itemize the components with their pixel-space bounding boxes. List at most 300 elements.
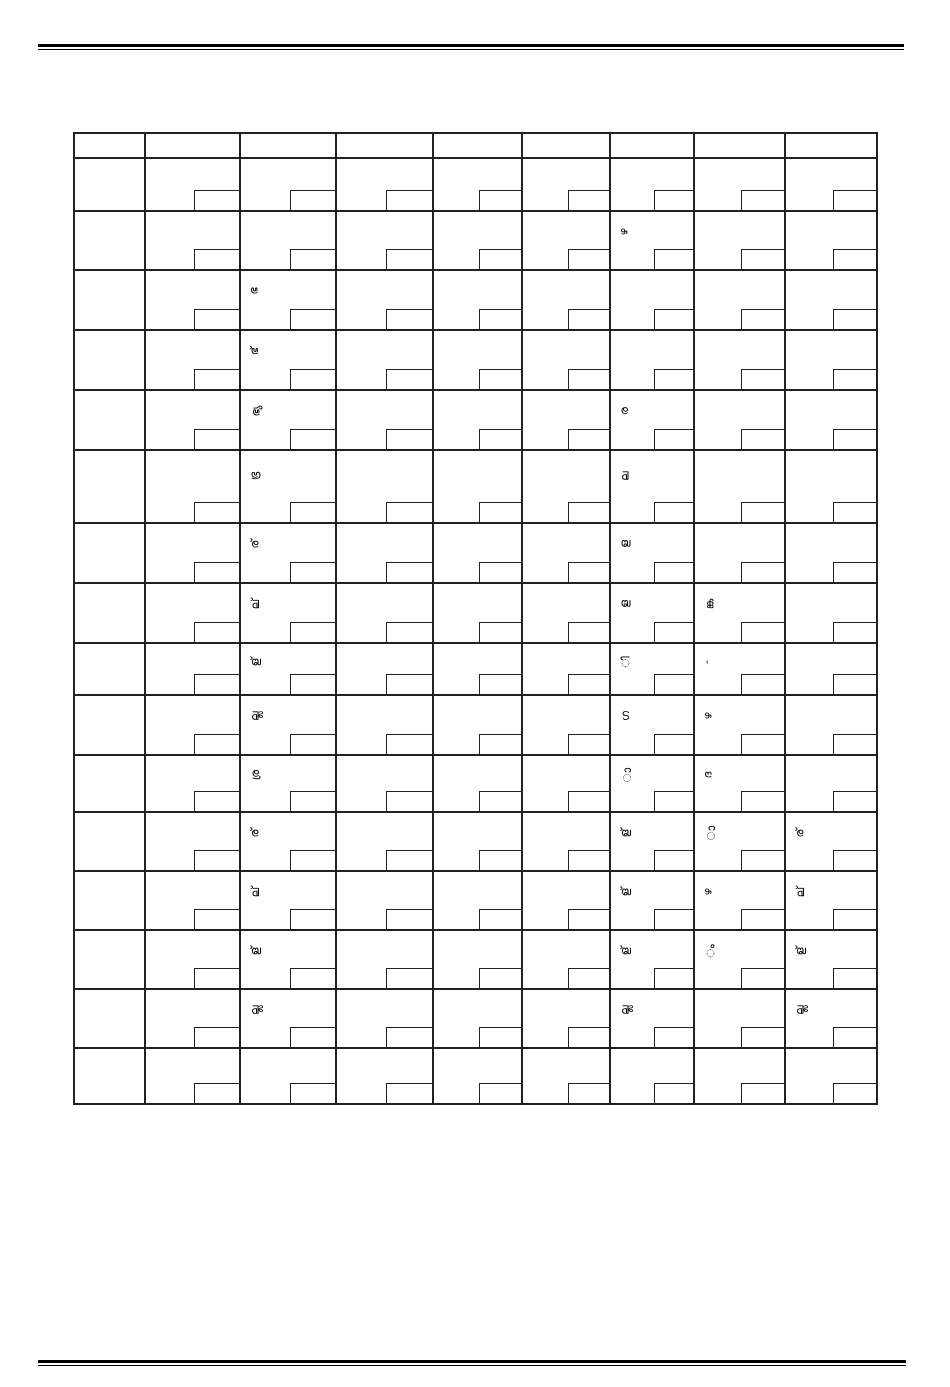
cell-glyph: ര് [793,828,807,838]
code-box [479,791,521,811]
cell-glyph: ള് [618,887,632,897]
code-box [386,429,432,449]
cell-glyph: ഴ [701,712,715,720]
bottom-rule [38,1360,906,1366]
code-box [741,968,784,988]
cell-glyph: ര് [248,828,262,838]
table-cell [145,755,240,812]
code-box [833,734,876,754]
table-cell [522,695,610,755]
code-box [654,369,693,389]
table-cell [240,133,336,158]
code-box [741,791,784,811]
cell-glyph: ള് [248,657,262,667]
table-cell [145,871,240,930]
table-cell [145,695,240,755]
code-box [290,369,335,389]
table-cell [240,695,336,755]
table-cell [694,211,785,270]
code-box [568,1083,609,1103]
table-cell [145,930,240,989]
code-box [568,909,609,929]
code-box [833,1027,876,1047]
table-cell [610,158,694,211]
table-row [74,390,877,450]
table-cell [240,1048,336,1104]
code-box [386,909,432,929]
code-box [568,734,609,754]
table-cell [145,812,240,871]
table-cell [74,755,145,812]
code-box [194,249,239,269]
table-cell [74,930,145,989]
code-box [290,429,335,449]
table-cell [785,930,877,989]
table-cell [522,871,610,930]
code-box [386,369,432,389]
code-box [654,909,693,929]
table-cell [240,211,336,270]
table-cell [433,450,522,523]
table-cell [433,211,522,270]
table-cell [74,450,145,523]
table-cell [240,330,336,390]
table-cell [433,930,522,989]
table-cell [74,812,145,871]
code-box [479,674,521,694]
code-box [568,190,609,210]
code-box [833,909,876,929]
code-box [386,674,432,694]
table-cell [785,133,877,158]
code-box [741,369,784,389]
code-box [654,1083,693,1103]
table-cell [145,523,240,583]
code-box [654,622,693,642]
table-cell [610,755,694,812]
table-cell [145,133,240,158]
table-row [74,450,877,523]
table-cell [694,755,785,812]
table-cell [145,158,240,211]
code-box [194,850,239,870]
code-box [386,249,432,269]
code-box [290,1027,335,1047]
code-box [654,674,693,694]
table-row [74,695,877,755]
table-row [74,1048,877,1104]
table-cell [785,450,877,523]
code-box [568,968,609,988]
table-cell [336,812,433,871]
table-row [74,523,877,583]
code-box [568,674,609,694]
table-cell [694,812,785,871]
code-box [833,791,876,811]
code-box [741,502,784,522]
table-cell [522,1048,610,1104]
code-box [290,674,335,694]
table-cell [610,450,694,523]
table-cell [240,450,336,523]
code-box [654,791,693,811]
table-cell [522,133,610,158]
cell-glyph: ാ [621,767,635,783]
table-cell [336,330,433,390]
code-box [568,369,609,389]
table-row [74,755,877,812]
table-cell [610,390,694,450]
code-box [654,249,693,269]
code-box [568,309,609,329]
code-box [386,791,432,811]
table-cell [74,989,145,1048]
table-cell [785,390,877,450]
code-box [654,850,693,870]
code-box [833,674,876,694]
table-cell [522,450,610,523]
table-cell [145,643,240,695]
table-cell [785,270,877,330]
code-box [833,968,876,988]
cell-glyph: ല്ല [248,711,262,721]
code-box [194,1083,239,1103]
table-row [74,871,877,930]
code-box [568,249,609,269]
code-box [568,502,609,522]
cell-glyph: ഴ [617,228,631,236]
code-box [833,1083,876,1103]
table-cell [610,270,694,330]
table-cell [694,695,785,755]
code-box [833,249,876,269]
table-cell [433,583,522,643]
table-cell [336,450,433,523]
table-cell [336,390,433,450]
table-cell [336,583,433,643]
table-cell [336,1048,433,1104]
table-cell [74,211,145,270]
table-cell [433,523,522,583]
table-cell [433,270,522,330]
table-cell [433,158,522,211]
code-box [741,309,784,329]
code-box [741,190,784,210]
table-cell [145,270,240,330]
code-box [194,502,239,522]
code-box [833,190,876,210]
table-row [74,158,877,211]
code-box [833,850,876,870]
code-box [290,734,335,754]
table-cell [694,270,785,330]
table-cell [694,930,785,989]
code-box [386,1083,432,1103]
table-cell [610,989,694,1048]
code-box [741,1083,784,1103]
cell-glyph: ര [617,407,631,415]
code-box [479,968,521,988]
table-cell [336,930,433,989]
code-box [741,249,784,269]
cell-glyph: ദ [701,771,715,779]
cell-glyph: ള [617,540,631,548]
code-box [741,909,784,929]
table-cell [240,643,336,695]
table-cell [610,583,694,643]
table-cell [336,695,433,755]
table-cell [610,695,694,755]
table-cell [74,390,145,450]
table-cell [336,270,433,330]
table-cell [694,643,785,695]
table-cell [694,583,785,643]
table-row [74,930,877,989]
cell-glyph: ങ്ക [703,598,717,610]
cell-glyph: ര് [248,539,262,549]
code-box [194,190,239,210]
cell-glyph: ഴ [701,888,715,896]
table-cell [694,330,785,390]
code-box [479,1083,521,1103]
code-box [194,622,239,642]
code-box [654,190,693,210]
table-cell [240,871,336,930]
code-box [386,502,432,522]
code-box [194,429,239,449]
table-cell [433,695,522,755]
cell-glyph: ല [618,471,632,481]
table-cell [145,450,240,523]
code-box [386,850,432,870]
table-cell [522,211,610,270]
code-box [194,309,239,329]
table-cell [433,755,522,812]
table-cell [74,523,145,583]
code-box [194,791,239,811]
cell-glyph: ല് [249,886,263,898]
code-box [386,190,432,210]
code-box [833,429,876,449]
table-row [74,133,877,158]
code-box [386,734,432,754]
table-cell [610,211,694,270]
table-cell [74,583,145,643]
code-box [479,1027,521,1047]
table-cell [610,930,694,989]
table-cell [785,211,877,270]
code-box [479,502,521,522]
cell-glyph: ം [704,944,718,958]
code-box [386,1027,432,1047]
table-cell [240,158,336,211]
cell-glyph: ി [619,656,633,668]
table-cell [336,158,433,211]
table-cell [145,1048,240,1104]
code-box [479,309,521,329]
table-cell [336,755,433,812]
table-cell [610,523,694,583]
table-cell [610,1048,694,1104]
code-box [290,249,335,269]
table-cell [785,583,877,643]
table-cell [145,390,240,450]
code-box [479,369,521,389]
table-row [74,583,877,643]
code-box [290,562,335,582]
code-box [479,850,521,870]
code-box [290,622,335,642]
table-cell [785,695,877,755]
table-cell [240,523,336,583]
code-box [568,791,609,811]
code-box [568,622,609,642]
table-cell [522,270,610,330]
cell-glyph: ല് [794,886,808,898]
table-cell [522,158,610,211]
code-box [654,1027,693,1047]
code-box [290,502,335,522]
code-box [833,622,876,642]
table-cell [785,812,877,871]
table-cell [694,1048,785,1104]
table-cell [336,211,433,270]
table-cell [74,270,145,330]
character-table [73,132,878,1105]
code-box [386,309,432,329]
table-cell [433,812,522,871]
table-cell [522,755,610,812]
code-box [479,734,521,754]
code-box [479,622,521,642]
table-cell [74,133,145,158]
cell-glyph: ല്ല [248,1005,262,1015]
code-box [741,850,784,870]
table-cell [433,643,522,695]
code-box [194,562,239,582]
cell-glyph: ള് [618,828,632,838]
code-box [194,369,239,389]
code-box [741,562,784,582]
code-box [194,909,239,929]
code-box [194,1027,239,1047]
code-box [479,429,521,449]
table-cell [785,755,877,812]
code-box [741,674,784,694]
cell-glyph: ള് [618,946,632,956]
table-row [74,643,877,695]
code-box [833,502,876,522]
code-box [386,622,432,642]
table-cell [785,1048,877,1104]
table-cell [240,930,336,989]
table-cell [694,158,785,211]
table-cell [522,390,610,450]
table-row [74,211,877,270]
table-cell [694,133,785,158]
cell-glyph: ല് [249,598,263,610]
code-box [741,734,784,754]
code-box [741,622,784,642]
table-cell [785,523,877,583]
table-cell [610,871,694,930]
table-cell [240,390,336,450]
code-box [479,909,521,929]
table-row [74,812,877,871]
table-row [74,270,877,330]
table-cell [785,643,877,695]
table-cell [336,643,433,695]
table-cell [145,583,240,643]
table-cell [610,133,694,158]
table-cell [240,812,336,871]
table-cell [785,989,877,1048]
cell-glyph: ള [617,600,631,608]
table-cell [336,523,433,583]
code-box [833,309,876,329]
cell-glyph: - [699,660,713,664]
table-cell [336,133,433,158]
code-box [654,502,693,522]
code-box [568,1027,609,1047]
cell-glyph: ഭ്യ [249,405,263,417]
code-box [290,1083,335,1103]
table-cell [694,523,785,583]
code-box [654,562,693,582]
table-cell [610,812,694,871]
table-cell [610,330,694,390]
table-cell [694,390,785,450]
table-cell [240,755,336,812]
table-cell [433,390,522,450]
cell-glyph: ഭ് [248,346,262,356]
table-cell [336,989,433,1048]
code-box [290,190,335,210]
table-cell [694,871,785,930]
table-cell [240,270,336,330]
table-cell [145,211,240,270]
code-box [194,674,239,694]
code-box [833,562,876,582]
table-row [74,330,877,390]
table-cell [522,330,610,390]
cell-glyph: ള് [793,946,807,956]
code-box [741,429,784,449]
code-box [386,562,432,582]
code-box [654,968,693,988]
table-cell [785,158,877,211]
cell-glyph: ള് [248,946,262,956]
code-box [654,429,693,449]
cell-glyph: ഗ [619,710,633,722]
code-box [386,968,432,988]
table-cell [74,330,145,390]
table-cell [785,330,877,390]
code-box [654,734,693,754]
code-box [290,968,335,988]
table-cell [336,871,433,930]
table-cell [240,583,336,643]
table-cell [240,989,336,1048]
code-box [568,429,609,449]
code-box [194,734,239,754]
table-cell [74,695,145,755]
table-cell [694,450,785,523]
table-row [74,989,877,1048]
code-box [479,190,521,210]
table-cell [74,643,145,695]
table-cell [522,523,610,583]
